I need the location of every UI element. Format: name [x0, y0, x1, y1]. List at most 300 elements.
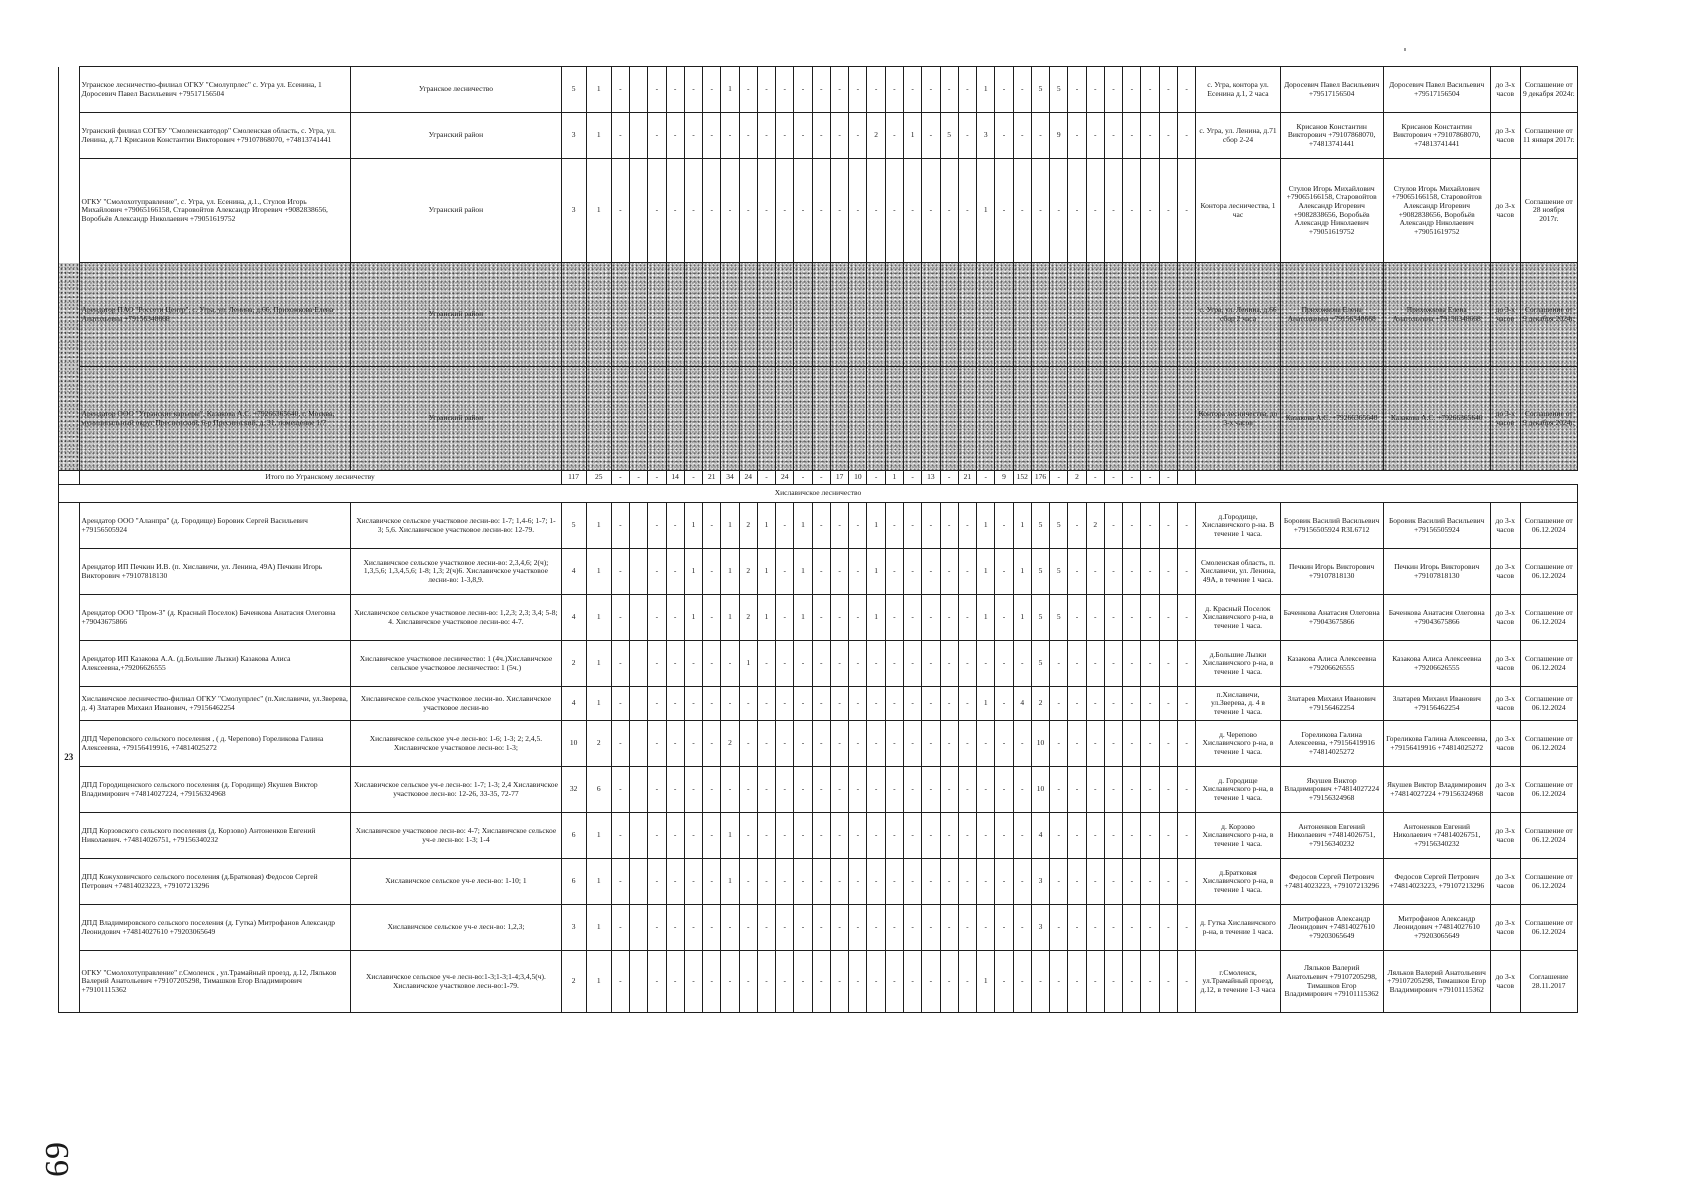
count-cell [922, 263, 940, 367]
count-cell: - [885, 767, 903, 813]
count-cell: - [922, 641, 940, 687]
count-cell: - [757, 767, 775, 813]
total-count-cell: - [794, 471, 812, 485]
count-cell: - [1177, 951, 1195, 1013]
count-cell: - [648, 67, 666, 113]
count-cell: - [1104, 951, 1122, 1013]
organization-cell: ОГКУ "Смолохотуправление", с. Угра, ул. Есенина, д.1., Стулов Игорь Михайлович +79065166158, Старовойтов Александр Игоревич +9082838656, Воробьёв Александр Николаевич +79051619752 [79, 159, 351, 263]
table-row [59, 859, 1578, 905]
count-cell: - [684, 721, 702, 767]
count-cell: 5 [1031, 503, 1049, 549]
count-cell: - [1013, 905, 1031, 951]
count-cell: - [830, 503, 848, 549]
count-cell: - [1068, 951, 1086, 1013]
count-cell: - [830, 767, 848, 813]
total-count-cell: - [940, 471, 958, 485]
count-cell: - [794, 641, 812, 687]
table-row [59, 813, 1578, 859]
count-cell: - [958, 721, 976, 767]
count-cell: - [739, 951, 757, 1013]
agreement-cell: Соглашение от 06.12.2024 [1520, 767, 1577, 813]
table-row [59, 503, 1578, 549]
gathering-place-cell: Контора лесничества, 1 час [1196, 159, 1281, 263]
count-cell [1123, 367, 1141, 471]
agreement-cell: Соглашение от 9 декабря 2024г. [1520, 67, 1577, 113]
count-cell: - [1123, 503, 1141, 549]
count-cell: - [1123, 687, 1141, 721]
count-cell: - [1159, 595, 1177, 641]
count-cell: - [776, 67, 794, 113]
count-cell: - [977, 641, 995, 687]
count-cell: - [1068, 67, 1086, 113]
head-contact-cell: Баченкова Анатасия Олеговна +79043675866 [1383, 595, 1490, 641]
count-cell: - [757, 905, 775, 951]
count-cell: 5 [1031, 67, 1049, 113]
total-row [59, 471, 1578, 485]
count-cell: - [1177, 721, 1195, 767]
count-cell [885, 263, 903, 367]
total-count-cell: - [1104, 471, 1122, 485]
count-cell: - [794, 951, 812, 1013]
count-cell: - [776, 549, 794, 595]
count-cell: - [1104, 595, 1122, 641]
gathering-place-cell: Контора лесничества, до 3-х часов [1196, 367, 1281, 471]
count-cell [630, 951, 648, 1013]
count-cell [703, 263, 721, 367]
responsible-contact-cell: Баченкова Анатасия Олеговна +79043675866 [1280, 595, 1383, 641]
count-cell: 1 [684, 503, 702, 549]
total-count-cell: 17 [830, 471, 848, 485]
count-cell: - [995, 951, 1013, 1013]
count-cell: - [830, 859, 848, 905]
count-cell: - [885, 113, 903, 159]
count-cell: - [648, 721, 666, 767]
count-cell: - [922, 67, 940, 113]
count-cell: - [1177, 905, 1195, 951]
count-cell: - [885, 503, 903, 549]
count-cell [849, 263, 867, 367]
count-cell [666, 263, 684, 367]
count-cell: 10 [561, 721, 586, 767]
count-cell: - [703, 951, 721, 1013]
count-cell [630, 263, 648, 367]
count-cell: - [684, 641, 702, 687]
count-cell: 1 [586, 951, 611, 1013]
table-row [59, 159, 1578, 263]
agreement-cell: Соглашение от 06.12.2024 [1520, 549, 1577, 595]
count-cell: - [739, 721, 757, 767]
count-cell: 3 [1031, 905, 1049, 951]
count-cell: 6 [561, 859, 586, 905]
count-cell: - [885, 905, 903, 951]
count-cell: - [1031, 113, 1049, 159]
count-cell: - [1177, 641, 1195, 687]
count-cell: 1 [586, 641, 611, 687]
section-title: Хиславичское лесничество [59, 485, 1578, 503]
count-cell: - [849, 641, 867, 687]
territory-cell: Хиславичское сельское уч-е лесн-во:1-3;1-3;1-4;3,4,5(ч). Хиславичское участковое лесн-во:1-79. [351, 951, 561, 1013]
count-cell: 2 [739, 595, 757, 641]
count-cell: - [830, 159, 848, 263]
count-cell: 3 [1031, 859, 1049, 905]
count-cell: - [958, 549, 976, 595]
total-count-cell: 10 [849, 471, 867, 485]
count-cell: - [1104, 159, 1122, 263]
count-cell [977, 367, 995, 471]
count-cell: - [776, 721, 794, 767]
fire-response-registry-table [58, 66, 1578, 1013]
count-cell [977, 263, 995, 367]
count-cell [684, 367, 702, 471]
count-cell: - [666, 687, 684, 721]
count-cell: - [611, 721, 629, 767]
count-cell: - [611, 159, 629, 263]
count-cell: - [776, 951, 794, 1013]
count-cell: - [1123, 67, 1141, 113]
count-cell: - [611, 503, 629, 549]
count-cell: - [1050, 905, 1068, 951]
count-cell: - [1141, 595, 1159, 641]
count-cell: - [867, 721, 885, 767]
count-cell: - [940, 767, 958, 813]
count-cell [630, 905, 648, 951]
count-cell: - [611, 113, 629, 159]
count-cell: - [940, 67, 958, 113]
count-cell [885, 367, 903, 471]
row-number-cell [59, 113, 80, 159]
count-cell: 1 [867, 549, 885, 595]
total-count-cell: 13 [922, 471, 940, 485]
count-cell [812, 367, 830, 471]
count-cell: - [776, 687, 794, 721]
count-cell: - [666, 549, 684, 595]
count-cell: 2 [586, 721, 611, 767]
gathering-place-cell: с. Угра, контора ул. Есенина д.1, 2 часа [1196, 67, 1281, 113]
count-cell: - [977, 767, 995, 813]
count-cell: - [830, 113, 848, 159]
count-cell: - [1159, 113, 1177, 159]
scan-speck [1404, 48, 1406, 51]
arrival-time-cell: до 3-х часов [1490, 159, 1520, 263]
count-cell: - [666, 595, 684, 641]
count-cell: - [1068, 159, 1086, 263]
count-cell: 5 [1050, 549, 1068, 595]
count-cell: - [904, 813, 922, 859]
count-cell: - [794, 67, 812, 113]
count-cell: - [812, 951, 830, 1013]
responsible-contact-cell: Казакова А.С. +79266365640 [1280, 367, 1383, 471]
count-cell [830, 263, 848, 367]
arrival-time-cell: до 3-х часов [1490, 721, 1520, 767]
count-cell: 6 [586, 767, 611, 813]
table-row [59, 687, 1578, 721]
count-cell: - [703, 113, 721, 159]
count-cell: - [1050, 641, 1068, 687]
count-cell: - [830, 813, 848, 859]
count-cell: 1 [977, 951, 995, 1013]
head-contact-cell: Ляльков Валерий Анатольевич +79107205298, Тимашков Егор Владимирович +79101115362 [1383, 951, 1490, 1013]
count-cell: - [684, 159, 702, 263]
count-cell: - [684, 813, 702, 859]
organization-cell: Арендатор ПАО "Россети Центр", с. Угра, ул. Ленина, д.66, Прихожкова Елена Анатольевна +79156348668 [79, 263, 351, 367]
count-cell [630, 595, 648, 641]
total-count-cell: 117 [561, 471, 586, 485]
count-cell: - [995, 905, 1013, 951]
count-cell: - [648, 687, 666, 721]
agreement-cell: Соглашение от 06.12.2024 [1520, 641, 1577, 687]
organization-cell: Угранский филиал СОГБУ "Смоленскавтодор" Смоленская область, с. Угра, ул. Ленина, д.71 Крисанов Константин Викторович +79107868070, +74813741441 [79, 113, 351, 159]
count-cell: - [1123, 859, 1141, 905]
count-cell: - [776, 159, 794, 263]
count-cell [940, 367, 958, 471]
count-cell: - [995, 687, 1013, 721]
count-cell: - [1013, 813, 1031, 859]
count-cell: - [648, 951, 666, 1013]
organization-cell: ОГКУ "Смолохотуправление" г.Смоленск , ул.Трамайный проезд, д.12, Ляльков Валерий Анатольевич +79107205298, Тимашков Егор Владимирович +79101115362 [79, 951, 351, 1013]
arrival-time-cell: до 3-х часов [1490, 263, 1520, 367]
count-cell: - [794, 859, 812, 905]
count-cell: 2 [721, 721, 739, 767]
count-cell: - [739, 113, 757, 159]
arrival-time-cell: до 3-х часов [1490, 687, 1520, 721]
count-cell: - [1123, 113, 1141, 159]
count-cell: - [1141, 113, 1159, 159]
count-cell: - [794, 113, 812, 159]
count-cell: - [648, 641, 666, 687]
gathering-place-cell: д.Большие Лызки Хиславичского р-на, в течение 1 часа. [1196, 641, 1281, 687]
organization-cell: Арендатор ООО "Пром-3" (д. Красный Поселок) Баченкова Анатасия Олеговна +79043675866 [79, 595, 351, 641]
arrival-time-cell: до 3-х часов [1490, 767, 1520, 813]
count-cell: - [703, 549, 721, 595]
count-cell: - [1013, 859, 1031, 905]
responsible-contact-cell: Доросевич Павел Васильевич +79517156504 [1280, 67, 1383, 113]
count-cell: - [721, 159, 739, 263]
head-contact-cell: Гореликова Галина Алексеевна, +79156419916 +74814025272 [1383, 721, 1490, 767]
count-cell: - [812, 641, 830, 687]
count-cell: - [830, 641, 848, 687]
agreement-cell: Соглашение от 11 января 2017г. [1520, 113, 1577, 159]
gathering-place-cell: г.Смоленск, ул.Трамайный проезд, д.12, в течение 1-3 часа [1196, 951, 1281, 1013]
count-cell: 4 [1031, 813, 1049, 859]
count-cell: - [776, 859, 794, 905]
responsible-contact-cell: Прихожкова Елена Анатольевна +79156348668 [1280, 263, 1383, 367]
total-count-cell: 1 [885, 471, 903, 485]
count-cell: - [757, 641, 775, 687]
count-cell: - [1123, 767, 1141, 813]
total-count-cell: 14 [666, 471, 684, 485]
count-cell: - [1050, 721, 1068, 767]
count-cell: - [1104, 905, 1122, 951]
count-cell: - [885, 67, 903, 113]
table-row [59, 641, 1578, 687]
count-cell: - [940, 641, 958, 687]
count-cell: - [1068, 767, 1086, 813]
count-cell: - [958, 159, 976, 263]
gathering-place-cell: Смоленская область, п. Хиславичи, ул. Ленина, 49А, в течение 1 часа. [1196, 549, 1281, 595]
count-cell [630, 641, 648, 687]
count-cell: - [812, 767, 830, 813]
row-number-cell [59, 159, 80, 263]
total-label-cell: Итого по Угранскому лесничеству [79, 471, 561, 485]
count-cell: - [666, 905, 684, 951]
count-cell: - [757, 721, 775, 767]
count-cell [1050, 263, 1068, 367]
table-row [59, 549, 1578, 595]
count-cell: - [995, 67, 1013, 113]
total-tail-cell [1196, 471, 1578, 485]
count-cell: - [1177, 813, 1195, 859]
table-row [59, 67, 1578, 113]
count-cell: - [739, 687, 757, 721]
count-cell: - [1177, 595, 1195, 641]
count-cell: - [922, 951, 940, 1013]
count-cell [757, 367, 775, 471]
count-cell: - [703, 503, 721, 549]
count-cell: - [1123, 641, 1141, 687]
count-cell [611, 263, 629, 367]
count-cell [830, 367, 848, 471]
count-cell [1086, 263, 1104, 367]
arrival-time-cell: до 3-х часов [1490, 113, 1520, 159]
gathering-place-cell: д. Городище Хиславичского р-на, в течение 1 часа. [1196, 767, 1281, 813]
count-cell: - [830, 721, 848, 767]
count-cell: 2 [1031, 687, 1049, 721]
count-cell: - [849, 595, 867, 641]
total-count-cell: - [611, 471, 629, 485]
count-cell: - [885, 549, 903, 595]
total-count-cell: 21 [703, 471, 721, 485]
count-cell: 5 [1031, 549, 1049, 595]
count-cell: - [1159, 859, 1177, 905]
head-contact-cell: Федосов Сергей Петрович +74814023223, +79107213296 [1383, 859, 1490, 905]
total-count-cell: 24 [776, 471, 794, 485]
organization-cell: ДПД Череповского сельского поселения , ( д. Черепово) Гореликова Галина Алексеевна, +79156419916, +74814025272 [79, 721, 351, 767]
count-cell: - [1141, 813, 1159, 859]
row-number-cell [59, 263, 80, 367]
territory-cell: Угранский район [351, 263, 561, 367]
count-cell: - [703, 813, 721, 859]
count-cell: 2 [739, 503, 757, 549]
table-row [59, 951, 1578, 1013]
head-contact-cell: Митрофанов Александр Леонидович +74814027610 +79203065649 [1383, 905, 1490, 951]
count-cell [648, 263, 666, 367]
count-cell: 1 [757, 549, 775, 595]
count-cell [1086, 367, 1104, 471]
total-count-cell: 176 [1031, 471, 1049, 485]
count-cell: - [739, 159, 757, 263]
count-cell: - [995, 595, 1013, 641]
count-cell: - [812, 113, 830, 159]
count-cell: - [1177, 767, 1195, 813]
count-cell: 1 [977, 159, 995, 263]
arrival-time-cell: до 3-х часов [1490, 859, 1520, 905]
count-cell: 1 [586, 687, 611, 721]
count-cell: 1 [721, 859, 739, 905]
count-cell [757, 263, 775, 367]
arrival-time-cell: до 3-х часов [1490, 503, 1520, 549]
total-count-cell: - [684, 471, 702, 485]
count-cell: - [885, 687, 903, 721]
count-cell: - [684, 905, 702, 951]
count-cell: - [648, 503, 666, 549]
count-cell: - [904, 721, 922, 767]
count-cell: - [1086, 67, 1104, 113]
row-number-cell [59, 67, 80, 113]
count-cell: - [1177, 503, 1195, 549]
head-contact-cell: Казакова А.С. +79266365640 [1383, 367, 1490, 471]
count-cell: 1 [721, 503, 739, 549]
count-cell: - [1123, 721, 1141, 767]
count-cell: 1 [757, 503, 775, 549]
count-cell: - [904, 859, 922, 905]
count-cell: 1 [867, 595, 885, 641]
count-cell: - [904, 159, 922, 263]
count-cell [1031, 367, 1049, 471]
territory-cell: Хиславичское сельское уч-е лесн-во: 1-7; 1-3; 2,4 Хиславичское участковое лесн-во: 12-26, 33-35, 72-77 [351, 767, 561, 813]
count-cell: - [867, 905, 885, 951]
count-cell: - [1104, 687, 1122, 721]
count-cell [995, 367, 1013, 471]
count-cell: 1 [904, 113, 922, 159]
agreement-cell: Соглашение от 06.12.2024 [1520, 595, 1577, 641]
count-cell: - [721, 641, 739, 687]
count-cell: 2 [867, 113, 885, 159]
count-cell: - [1104, 641, 1122, 687]
count-cell: - [1013, 767, 1031, 813]
responsible-contact-cell: Казакова Алиса Алексеевна +79206626555 [1280, 641, 1383, 687]
count-cell: - [703, 905, 721, 951]
count-cell: 5 [1031, 641, 1049, 687]
count-cell: - [977, 813, 995, 859]
count-cell: - [1068, 503, 1086, 549]
count-cell: 10 [1031, 721, 1049, 767]
count-cell: - [940, 687, 958, 721]
count-cell: - [830, 687, 848, 721]
count-cell: 1 [977, 503, 995, 549]
count-cell: - [1104, 503, 1122, 549]
agreement-cell: Соглашение от 06.12.2024 [1520, 687, 1577, 721]
count-cell: 5 [1050, 67, 1068, 113]
count-cell: - [757, 687, 775, 721]
count-cell [1159, 367, 1177, 471]
count-cell: 2 [1086, 503, 1104, 549]
count-cell: - [684, 767, 702, 813]
responsible-contact-cell: Златарев Михаил Иванович +79156462254 [1280, 687, 1383, 721]
count-cell: - [849, 159, 867, 263]
count-cell [630, 113, 648, 159]
count-cell: - [849, 113, 867, 159]
count-cell: - [812, 159, 830, 263]
arrival-time-cell: до 3-х часов [1490, 813, 1520, 859]
count-cell [1159, 263, 1177, 367]
count-cell: 1 [977, 687, 995, 721]
section-title-row [59, 485, 1578, 503]
count-cell: 1 [586, 67, 611, 113]
organization-cell: ДПД Кожуховичского сельского поселения (д.Братковая) Федосов Сергей Петрович +74814023223, +79107213296 [79, 859, 351, 905]
count-cell: - [648, 595, 666, 641]
count-cell: - [703, 767, 721, 813]
count-cell [1068, 263, 1086, 367]
count-cell: 1 [721, 67, 739, 113]
head-contact-cell: Прихожкова Елена Анатольевна +79156348668 [1383, 263, 1490, 367]
count-cell: - [1013, 113, 1031, 159]
count-cell: - [958, 67, 976, 113]
count-cell: 6 [561, 813, 586, 859]
count-cell: - [1031, 951, 1049, 1013]
head-contact-cell: Якушев Виктор Владимирович +74814027224 +79156324968 [1383, 767, 1490, 813]
total-count-cell: 152 [1013, 471, 1031, 485]
count-cell: - [940, 859, 958, 905]
